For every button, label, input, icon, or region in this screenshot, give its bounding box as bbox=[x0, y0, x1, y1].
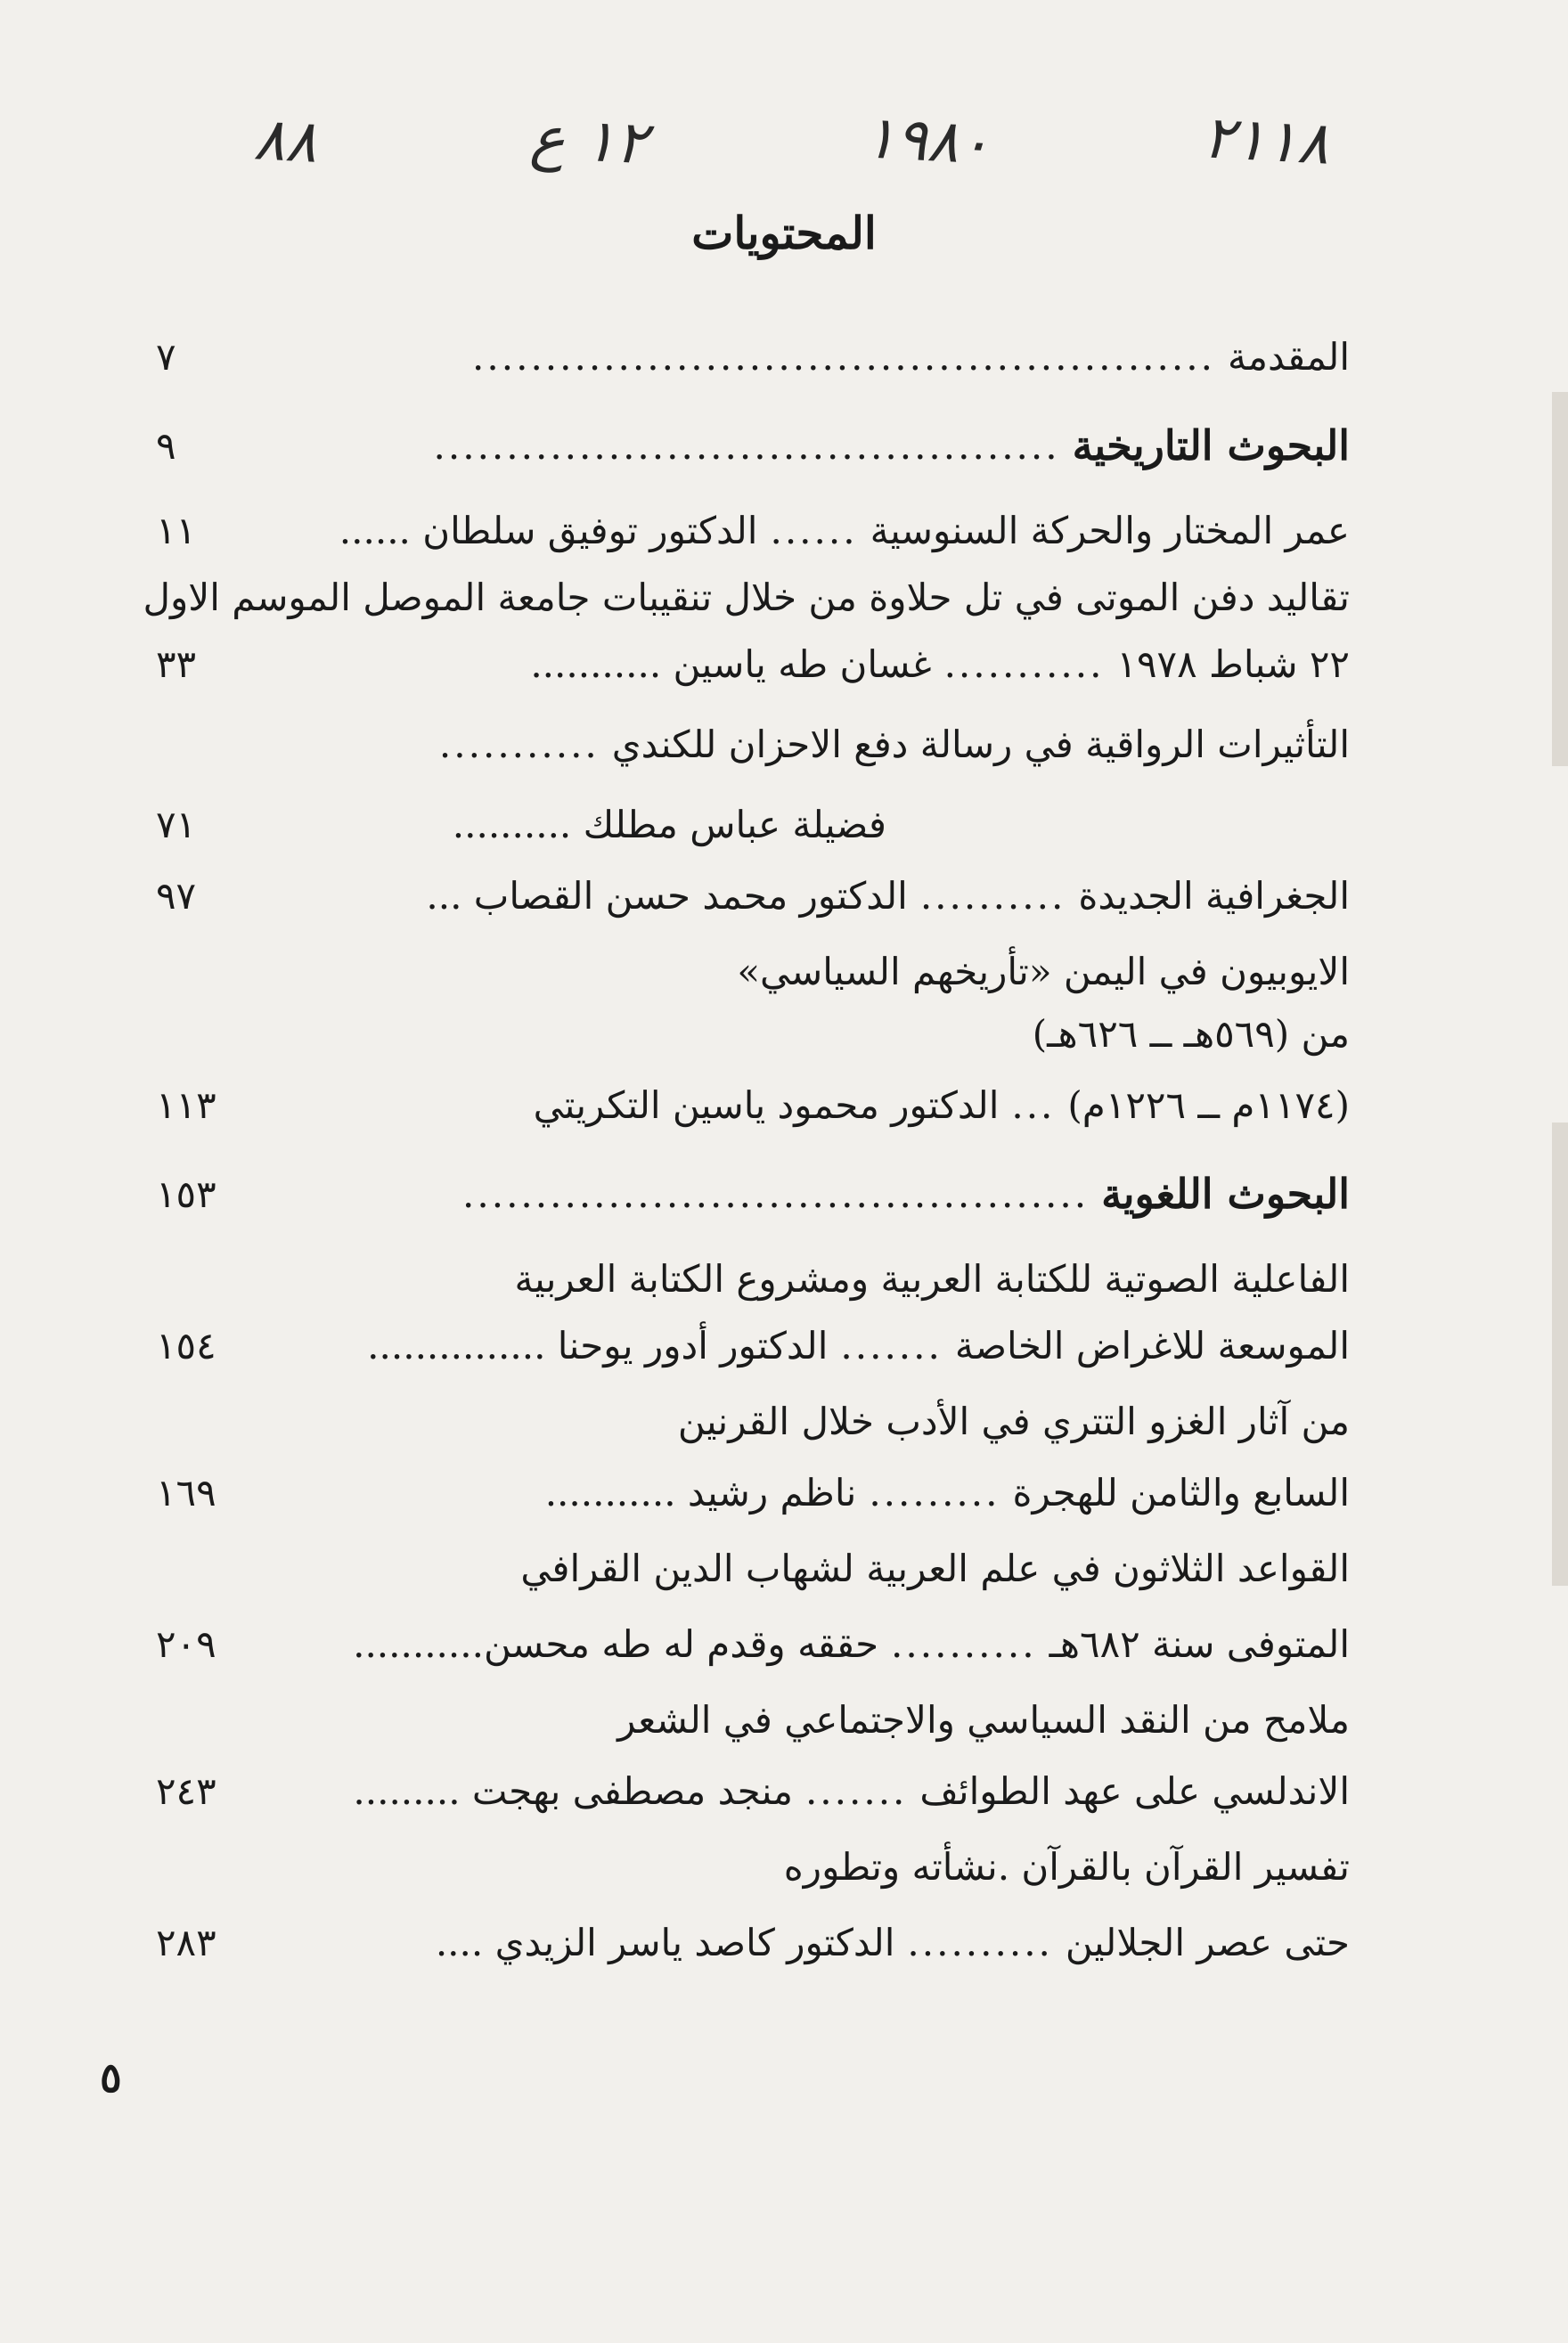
dot-leader: ................................................... bbox=[472, 334, 1215, 379]
entry-title: ٢٢ شباط ١٩٧٨ bbox=[1116, 641, 1350, 686]
dot-leader: ... bbox=[1011, 1082, 1056, 1127]
toc-entry bbox=[156, 1314, 1350, 1376]
toc-entry bbox=[156, 1247, 1350, 1310]
page-ref: ٢٠٩ bbox=[156, 1621, 216, 1666]
entry-author: منجد مصطفى بهجت ......... bbox=[353, 1768, 793, 1813]
toc-entry bbox=[143, 566, 1350, 628]
entry-title: الاندلسي على عهد الطوائف bbox=[919, 1768, 1350, 1813]
section-heading bbox=[156, 414, 1350, 477]
section-title: البحوث اللغوية bbox=[1101, 1170, 1350, 1218]
entry-title: من آثار الغزو التتري في الأدب خلال القرنين bbox=[677, 1399, 1350, 1443]
toc-entry bbox=[156, 1390, 1350, 1452]
handwritten-mark: ٨٨ bbox=[252, 104, 319, 176]
section-heading bbox=[156, 1163, 1350, 1225]
section-title: البحوث التاريخية bbox=[1072, 421, 1350, 469]
toc-entry bbox=[156, 713, 1350, 775]
page-ref: ١٥٤ bbox=[156, 1323, 216, 1367]
dot-leader: ......... bbox=[869, 1470, 1000, 1514]
entry-title: ملامح من النقد السياسي والاجتماعي في الشعر bbox=[617, 1697, 1350, 1742]
entry-title: المتوفى سنة ٦٨٢هـ bbox=[1049, 1621, 1350, 1666]
entry-author: فضيلة عباس مطلك .......... bbox=[452, 802, 886, 846]
toc-entry bbox=[156, 1074, 1350, 1136]
entry-title: الفاعلية الصوتية للكتابة العربية ومشروع الكتابة العربية bbox=[514, 1256, 1350, 1301]
dot-leader: ........... bbox=[438, 722, 600, 766]
handwritten-mark: ٢١١٨ bbox=[1201, 102, 1331, 178]
page-title: المحتويات bbox=[691, 207, 877, 259]
entry-title: من (٥٦٩هـ ــ ٦٢٦هـ) bbox=[1032, 1011, 1350, 1056]
toc-entry bbox=[156, 1461, 1350, 1523]
entry-author: الدكتور كاصد ياسر الزيدي .... bbox=[435, 1920, 895, 1964]
toc-entry bbox=[156, 325, 1350, 388]
dot-leader: .......... bbox=[919, 873, 1066, 918]
page-number: ٥ bbox=[100, 2053, 122, 2102]
toc-entry bbox=[156, 1835, 1350, 1898]
entry-author: الدكتور أدور يوحنا ............... bbox=[367, 1323, 829, 1367]
toc-entry bbox=[156, 1911, 1350, 1973]
entry-title: تفسير القرآن بالقرآن .نشأته وتطوره bbox=[783, 1844, 1350, 1889]
toc-entry bbox=[156, 940, 1350, 1002]
entry-author: الدكتور محمود ياسين التكريتي bbox=[533, 1082, 1000, 1127]
page-ref: ٢٤٣ bbox=[156, 1768, 216, 1813]
page-ref: ٢٨٣ bbox=[156, 1920, 216, 1964]
dot-leader: ........................................... bbox=[433, 423, 1060, 468]
entry-title: تقاليد دفن الموتى في تل حلاوة من خلال تنقيبات جامعة الموصل الموسم الاول bbox=[143, 575, 1350, 619]
page-ref: ٧ bbox=[156, 334, 176, 379]
page-ref: ١٥٣ bbox=[156, 1172, 216, 1216]
toc-entry bbox=[156, 499, 1350, 561]
dot-leader: .......... bbox=[907, 1920, 1053, 1964]
toc-entry bbox=[156, 1759, 1350, 1822]
toc-entry bbox=[156, 1002, 1350, 1065]
toc-entry bbox=[156, 864, 1350, 927]
handwritten-mark: ١٩٨٠ bbox=[862, 102, 992, 178]
entry-author: حققه وقدم له طه محسن........... bbox=[353, 1621, 879, 1666]
toc-entry bbox=[156, 793, 1350, 855]
dot-leader: .......... bbox=[891, 1621, 1037, 1666]
entry-title: السابع والثامن للهجرة bbox=[1012, 1470, 1350, 1514]
entry-title: حتى عصر الجلالين bbox=[1065, 1920, 1350, 1964]
entry-author: الدكتور توفيق سلطان ...... bbox=[339, 508, 758, 552]
page-ref: ٧١ bbox=[156, 802, 197, 846]
entry-title: الموسعة للاغراض الخاصة bbox=[954, 1323, 1350, 1367]
entry-title: التأثيرات الرواقية في رسالة دفع الاحزان للكندي bbox=[611, 722, 1350, 766]
entry-title: عمر المختار والحركة السنوسية bbox=[870, 508, 1350, 552]
entry-author: ناظم رشيد ........... bbox=[544, 1470, 857, 1514]
handwritten-mark: ١٢ ع bbox=[528, 102, 649, 178]
entry-title: المقدمة bbox=[1227, 334, 1350, 379]
page-ref: ١٦٩ bbox=[156, 1470, 216, 1514]
entry-title: القواعد الثلاثون في علم العربية لشهاب الدين القرافي bbox=[520, 1546, 1350, 1590]
dot-leader: ....... bbox=[804, 1768, 908, 1813]
page-ref: ٩٧ bbox=[156, 873, 197, 918]
page-ref: ١١ bbox=[156, 508, 197, 552]
bleed-through-shadow bbox=[1552, 1123, 1568, 1586]
page-ref: ٣٣ bbox=[156, 641, 197, 686]
dot-leader: ...... bbox=[770, 508, 858, 552]
entry-author: الدكتور محمد حسن القصاب ... bbox=[426, 873, 908, 918]
entry-title: الايوبيون في اليمن «تأريخهم السياسي» bbox=[737, 949, 1350, 993]
entry-title: الجغرافية الجديدة bbox=[1078, 873, 1350, 918]
toc-entry bbox=[156, 1537, 1350, 1599]
dot-leader: ........... bbox=[943, 641, 1105, 686]
page-ref: ١١٣ bbox=[156, 1082, 216, 1127]
entry-title: (١١٧٤م ــ ١٢٢٦م) bbox=[1067, 1082, 1350, 1127]
bleed-through-shadow bbox=[1552, 392, 1568, 766]
toc-entry bbox=[156, 633, 1350, 695]
toc-entry bbox=[156, 1612, 1350, 1675]
page-ref: ٩ bbox=[156, 423, 176, 468]
dot-leader: ....... bbox=[840, 1323, 943, 1367]
entry-author: غسان طه ياسين ........... bbox=[530, 641, 932, 686]
toc-entry bbox=[156, 1688, 1350, 1751]
dot-leader: ........................................... bbox=[462, 1172, 1090, 1216]
